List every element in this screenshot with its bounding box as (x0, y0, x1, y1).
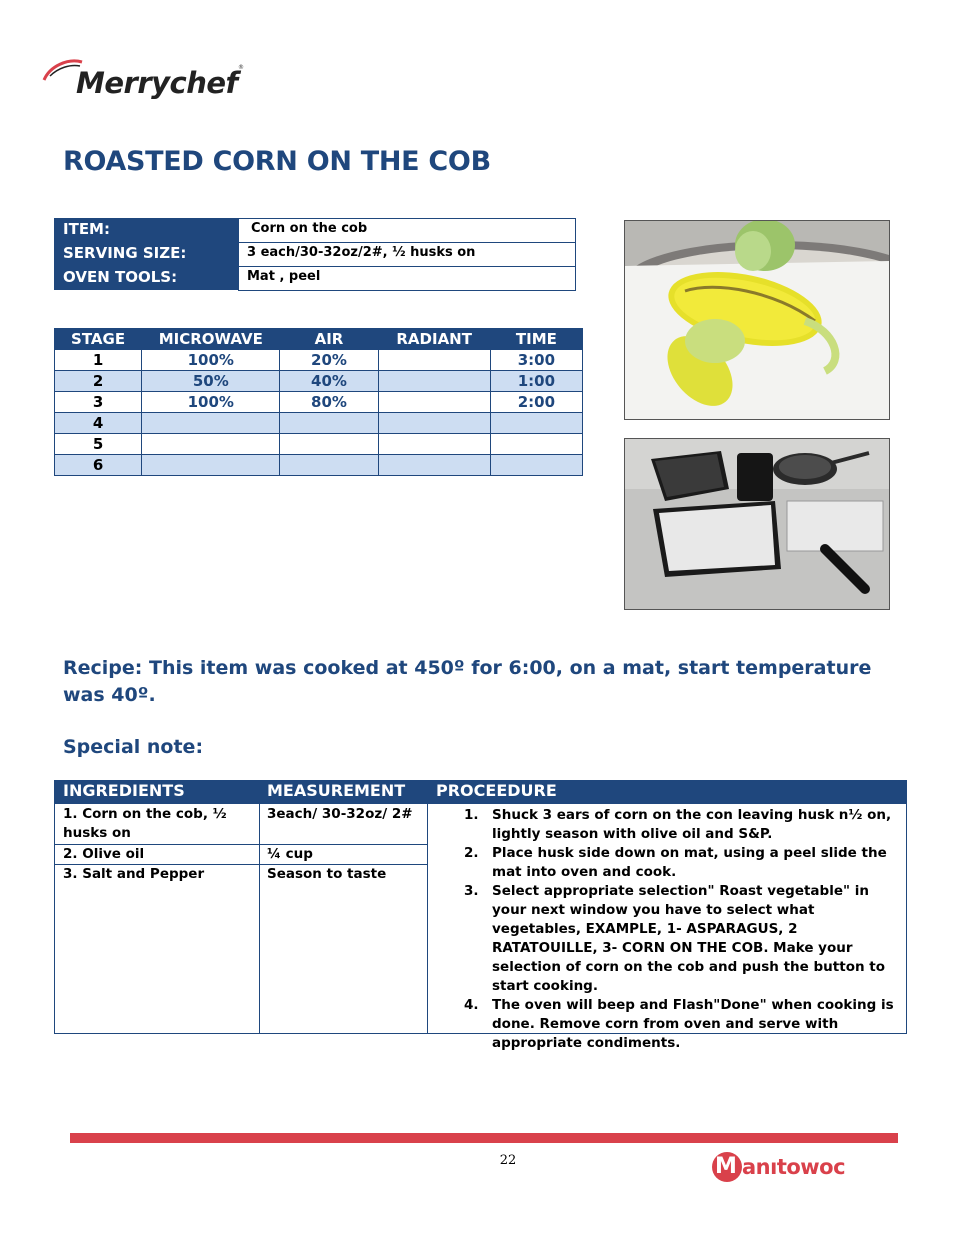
serving-size-value: 3 each/30-32oz/2#, ½ husks on (247, 245, 476, 260)
item-value: Corn on the cob (251, 221, 368, 236)
stage-table-header-row (55, 329, 583, 350)
air-value: 20% (280, 350, 378, 371)
oven-tools-label: OVEN TOOLS: (63, 268, 178, 286)
step-text: The oven will beep and Flash"Done" when cooking is done. Remove corn from oven and serve with appropriate condiments. (492, 997, 894, 1051)
ingredient-measure: Season to taste (267, 866, 387, 882)
manitowoc-logo (712, 1150, 852, 1186)
microwave-value: 100% (142, 350, 280, 371)
air-value: 80% (280, 392, 378, 413)
time-value (490, 455, 582, 476)
item-info-table (54, 218, 576, 290)
stage-row (55, 455, 583, 476)
column-divider (427, 804, 428, 1033)
ingredient-measure: ¼ cup (267, 846, 313, 862)
brand-name: Merrychef (76, 66, 238, 100)
step-text: Select appropriate selection" Roast vegetable" in your next window you have to select what vegetables, EXAMPLE, 1- ASPARAGUS, 2 RATATOUILLE, 3- CORN ON THE COB. Make your selection of corn on the cob and push the button to start cooking. (492, 883, 886, 994)
air-value (280, 455, 378, 476)
roasted-corn-photo (624, 220, 890, 420)
info-label-column (54, 218, 238, 290)
radiant-value (378, 434, 490, 455)
manitowoc-wordmark: anıtowoc (742, 1155, 846, 1179)
microwave-value: 100% (142, 392, 280, 413)
trademark: ® (238, 64, 244, 71)
step-number: 4. (464, 997, 479, 1013)
serving-size-value-cell (238, 242, 576, 267)
ingredient-name: 3. Salt and Pepper (63, 866, 205, 882)
measurement-header: MEASUREMENT (267, 781, 406, 800)
procedure-header: PROCEEDURE (436, 781, 557, 800)
stage-number: 2 (55, 371, 142, 392)
oven-tools-photo (624, 438, 890, 610)
cooking-stage-table (54, 328, 583, 476)
radiant-value (378, 371, 490, 392)
microwave-value (142, 434, 280, 455)
recipe-text: Recipe: This item was cooked at 450º for 6:00, on a mat, start temperature was 40º. (63, 657, 872, 706)
radiant-value (378, 350, 490, 371)
ingredients-header-row (54, 780, 907, 804)
stage-row (55, 350, 583, 371)
stage-number: 6 (55, 455, 142, 476)
procedure-step (435, 882, 903, 996)
stage-row (55, 413, 583, 434)
ingredient-name: 2. Olive oil (63, 846, 145, 862)
footer-divider-bar (70, 1133, 898, 1143)
time-header: TIME (490, 329, 582, 350)
stage-number: 4 (55, 413, 142, 434)
microwave-value (142, 455, 280, 476)
procedure-steps (435, 806, 903, 1053)
ingredients-table (54, 780, 907, 1051)
manitowoc-initial: M (715, 1154, 737, 1179)
air-value (280, 413, 378, 434)
ingredient-name: 1. Corn on the cob, ½ husks on (63, 806, 227, 841)
air-header: AIR (280, 329, 378, 350)
oven-tools-value: Mat , peel (247, 269, 321, 284)
ingredients-body (54, 804, 907, 1051)
radiant-value (378, 455, 490, 476)
stage-row (55, 392, 583, 413)
item-value-cell (238, 218, 576, 243)
page-number: 22 (499, 1153, 517, 1168)
oven-tools-value-cell (238, 266, 576, 291)
stage-number: 1 (55, 350, 142, 371)
time-value: 3:00 (490, 350, 582, 371)
ingredient-measure: 3each/ 30-32oz/ 2# (267, 806, 413, 822)
stage-row (55, 434, 583, 455)
step-number: 1. (464, 807, 479, 823)
procedure-step (435, 806, 903, 844)
radiant-header: RADIANT (378, 329, 490, 350)
page-title: ROASTED CORN ON THE COB (63, 146, 491, 177)
step-number: 2. (464, 845, 479, 861)
item-label: ITEM: (63, 220, 110, 238)
time-value (490, 434, 582, 455)
microwave-value: 50% (142, 371, 280, 392)
merrychef-logo (40, 52, 250, 108)
step-number: 3. (464, 883, 479, 899)
serving-size-label: SERVING SIZE: (63, 244, 187, 262)
time-value: 2:00 (490, 392, 582, 413)
special-note-heading: Special note: (63, 736, 204, 758)
stage-row (55, 371, 583, 392)
microwave-header: MICROWAVE (142, 329, 280, 350)
stage-header: STAGE (55, 329, 142, 350)
time-value: 1:00 (490, 371, 582, 392)
step-text: Shuck 3 ears of corn on the con leaving husk n½ on, lightly season with olive oil and S&P. (492, 807, 892, 842)
ingredients-header: INGREDIENTS (63, 781, 185, 800)
air-value (280, 434, 378, 455)
radiant-value (378, 392, 490, 413)
radiant-value (378, 413, 490, 434)
stage-number: 3 (55, 392, 142, 413)
time-value (490, 413, 582, 434)
manitowoc-m-icon (712, 1152, 742, 1182)
procedure-step (435, 996, 903, 1053)
air-value: 40% (280, 371, 378, 392)
procedure-step (435, 844, 903, 882)
column-divider (259, 804, 260, 1033)
step-text: Place husk side down on mat, using a peel slide the mat into oven and cook. (492, 845, 887, 880)
stage-number: 5 (55, 434, 142, 455)
microwave-value (142, 413, 280, 434)
